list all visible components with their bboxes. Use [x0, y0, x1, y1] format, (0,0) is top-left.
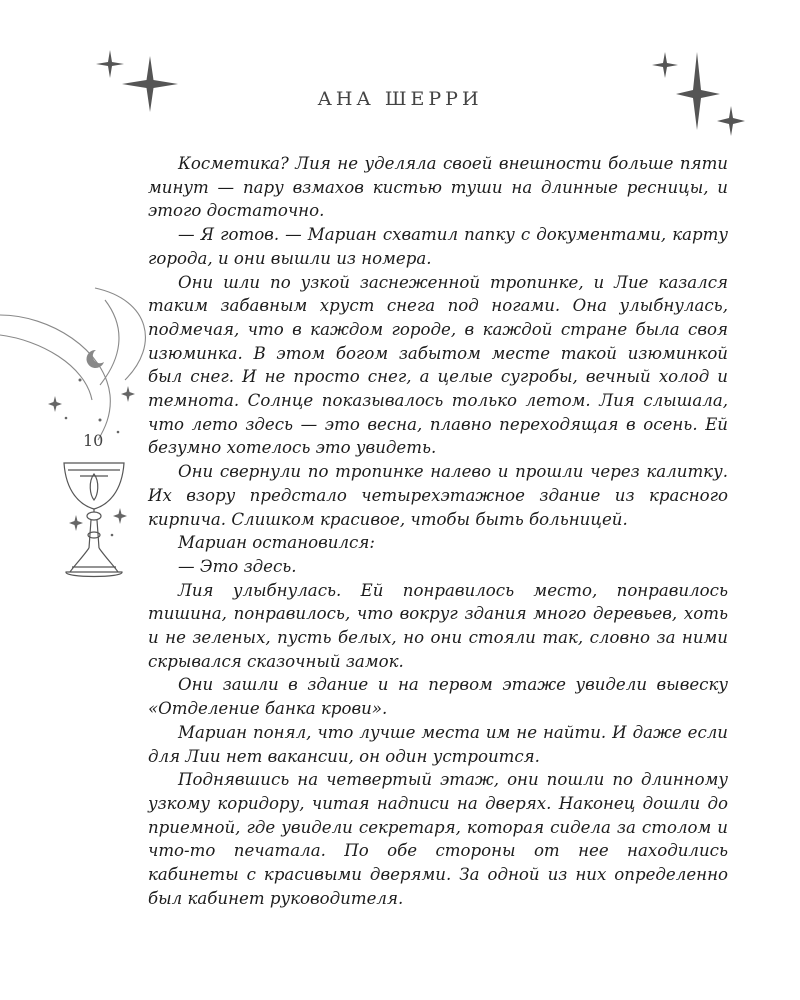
paragraph: Мариан понял, что лучше места им не найти. И даже если для Лии нет вакансии, он один устроится.: [148, 722, 728, 766]
paragraph: Косметика? Лия не уделяла своей внешности больше пяти минут — пару взмахов кистью туши на длинные ресницы, и этого достаточно.: [148, 154, 728, 221]
paragraph: Мариан остановился:: [178, 533, 375, 553]
paragraph: Поднявшись на четвертый этаж, они пошли по длинному узкому коридору, читая надписи на дверях. Наконец дошли до приемной, где увидели секретаря, которая сидела за столом и что-то печатала. По обе стороны от нее находились кабинеты с красивыми дверями. За одной из них определенно был кабинет руководителя.: [148, 770, 728, 908]
swirl-lines: [0, 288, 145, 440]
paragraph: Они свернули по тропинке налево и прошли через калитку. Их взору предстало четырехэтажное здание из красного кирпича. Слишком красивое, чтобы быть больницей.: [148, 462, 728, 529]
body-text: [148, 152, 728, 911]
paragraph: Они шли по узкой заснеженной тропинке, и Лие казался таким забавным хруст снега под ногами. Она улыбнулась, подмечая, что в каждом городе, в каждой стране была своя изюминка. В этом богом забытом месте такой изюминкой был снег. И не просто снег, а целые сугробы, вечный холод и темнота. Солнце показывалось только летом. Лия слышала, что лето здесь — это весна, плавно переходящая в осень. Ей безумно хотелось это увидеть.: [148, 272, 728, 458]
sparkle-icon: [717, 106, 745, 136]
running-title: АНА ШЕРРИ: [317, 88, 483, 110]
paragraph: — Это здесь.: [178, 556, 297, 576]
paragraph: Они зашли в здание и на первом этаже увидели вывеску «Отделение банка крови».: [148, 675, 728, 719]
sparkle-icon: [96, 50, 124, 78]
moon-icon: [87, 350, 104, 368]
goblet-icon: [64, 463, 124, 577]
sparkle-icon: [652, 52, 678, 78]
page-number: 10: [83, 431, 104, 450]
paragraph: — Я готов. — Мариан схватил папку с документами, карту города, и они вышли из номера.: [148, 225, 728, 268]
paragraph: Лия улыбнулась. Ей понравилось место, понравилось тишина, понравилось, что вокруг здания много деревьев, хоть и не зеленых, пусть белых, но они стояли так, словно за ними скрывался сказочный замок.: [148, 580, 728, 671]
